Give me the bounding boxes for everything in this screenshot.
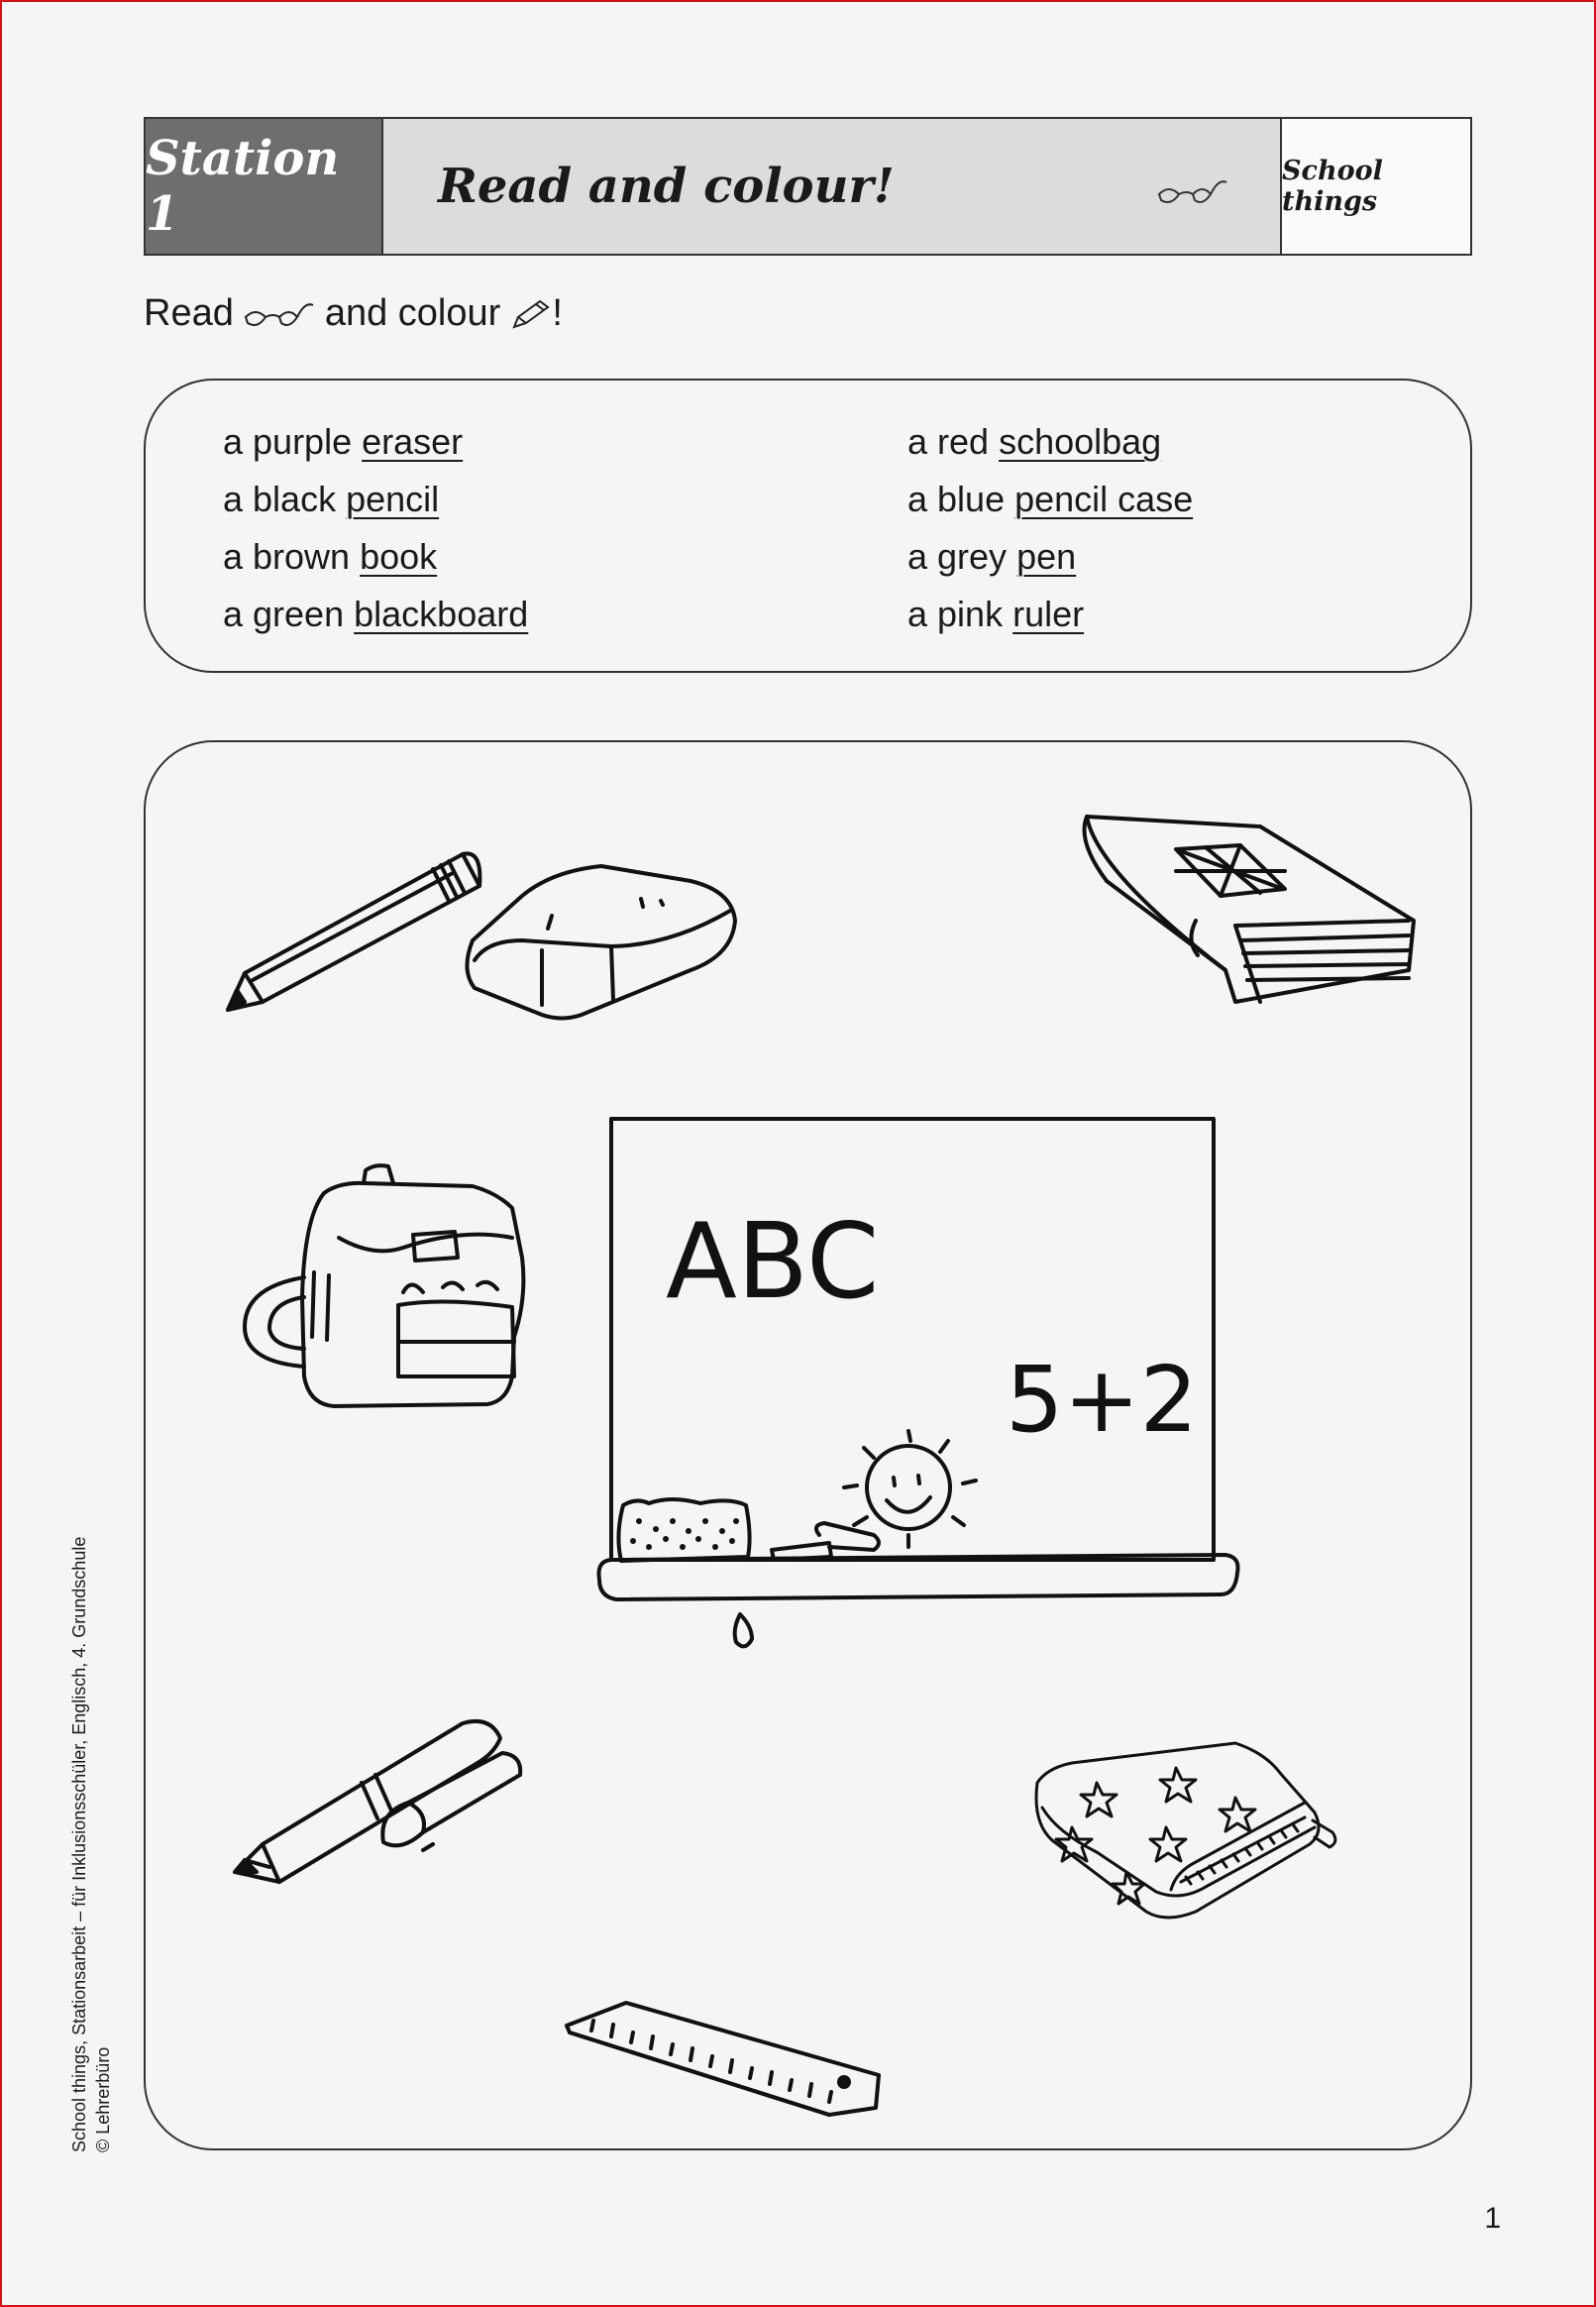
colour-word: a pink <box>907 594 1004 634</box>
book-icon[interactable] <box>1085 817 1415 1002</box>
colour-word: a red <box>907 421 990 462</box>
object-word: ruler <box>1012 594 1085 634</box>
colour-word: a blue <box>907 479 1006 519</box>
object-word: pen <box>1016 536 1077 577</box>
pencil-icon <box>510 297 552 331</box>
object-word: pencil case <box>1014 479 1194 519</box>
pencil-case-icon[interactable] <box>1036 1743 1335 1918</box>
copyright-line: © Lehrerbüro <box>93 2046 113 2152</box>
list-item <box>223 478 528 521</box>
word-list-left <box>223 420 528 636</box>
instruction-read: Read <box>144 292 234 334</box>
glasses-icon <box>1157 174 1228 208</box>
board-letters: ABC <box>666 1201 880 1322</box>
blackboard-icon[interactable] <box>599 1119 1238 1646</box>
colour-word: a purple <box>223 421 353 462</box>
colour-word: a black <box>223 479 337 519</box>
source-line: School things, Stationsarbeit – für Inklusionsschüler, Englisch, 4. Grundschule <box>69 1536 89 2152</box>
instruction-exclaim: ! <box>552 292 563 334</box>
eraser-icon[interactable] <box>467 866 735 1019</box>
page-number: 1 <box>1484 2202 1501 2235</box>
object-word: eraser <box>362 421 464 462</box>
instruction <box>144 292 563 335</box>
list-item <box>223 593 528 636</box>
colour-word: a grey <box>907 536 1008 577</box>
list-item <box>223 420 528 464</box>
station-label: Station 1 <box>146 119 383 254</box>
object-word: blackboard <box>354 594 529 634</box>
list-item <box>907 593 1193 636</box>
list-item <box>907 420 1193 464</box>
title-cell <box>383 119 1282 254</box>
list-item <box>907 478 1193 521</box>
word-list-right <box>907 420 1193 636</box>
page-title: Read and colour! <box>438 159 895 214</box>
list-item <box>223 535 528 579</box>
instruction-colour: and colour <box>324 292 501 334</box>
colour-word: a brown <box>223 536 351 577</box>
source-note <box>67 1537 115 2152</box>
schoolbag-icon[interactable] <box>245 1165 523 1406</box>
picture-box <box>144 740 1472 2150</box>
colour-word: a green <box>223 594 345 634</box>
object-word: book <box>360 536 438 577</box>
pen-icon[interactable] <box>235 1721 520 1882</box>
glasses-icon <box>244 297 315 331</box>
pencil-icon[interactable] <box>228 853 479 1010</box>
list-item <box>907 535 1193 579</box>
ruler-icon[interactable] <box>567 2003 879 2115</box>
board-sum: 5+2 <box>1006 1347 1199 1453</box>
word-list-box <box>144 379 1472 673</box>
topic-label: School things <box>1282 119 1470 254</box>
object-word: pencil <box>346 479 440 519</box>
station-header <box>144 117 1472 256</box>
object-word: schoolbag <box>999 421 1162 462</box>
